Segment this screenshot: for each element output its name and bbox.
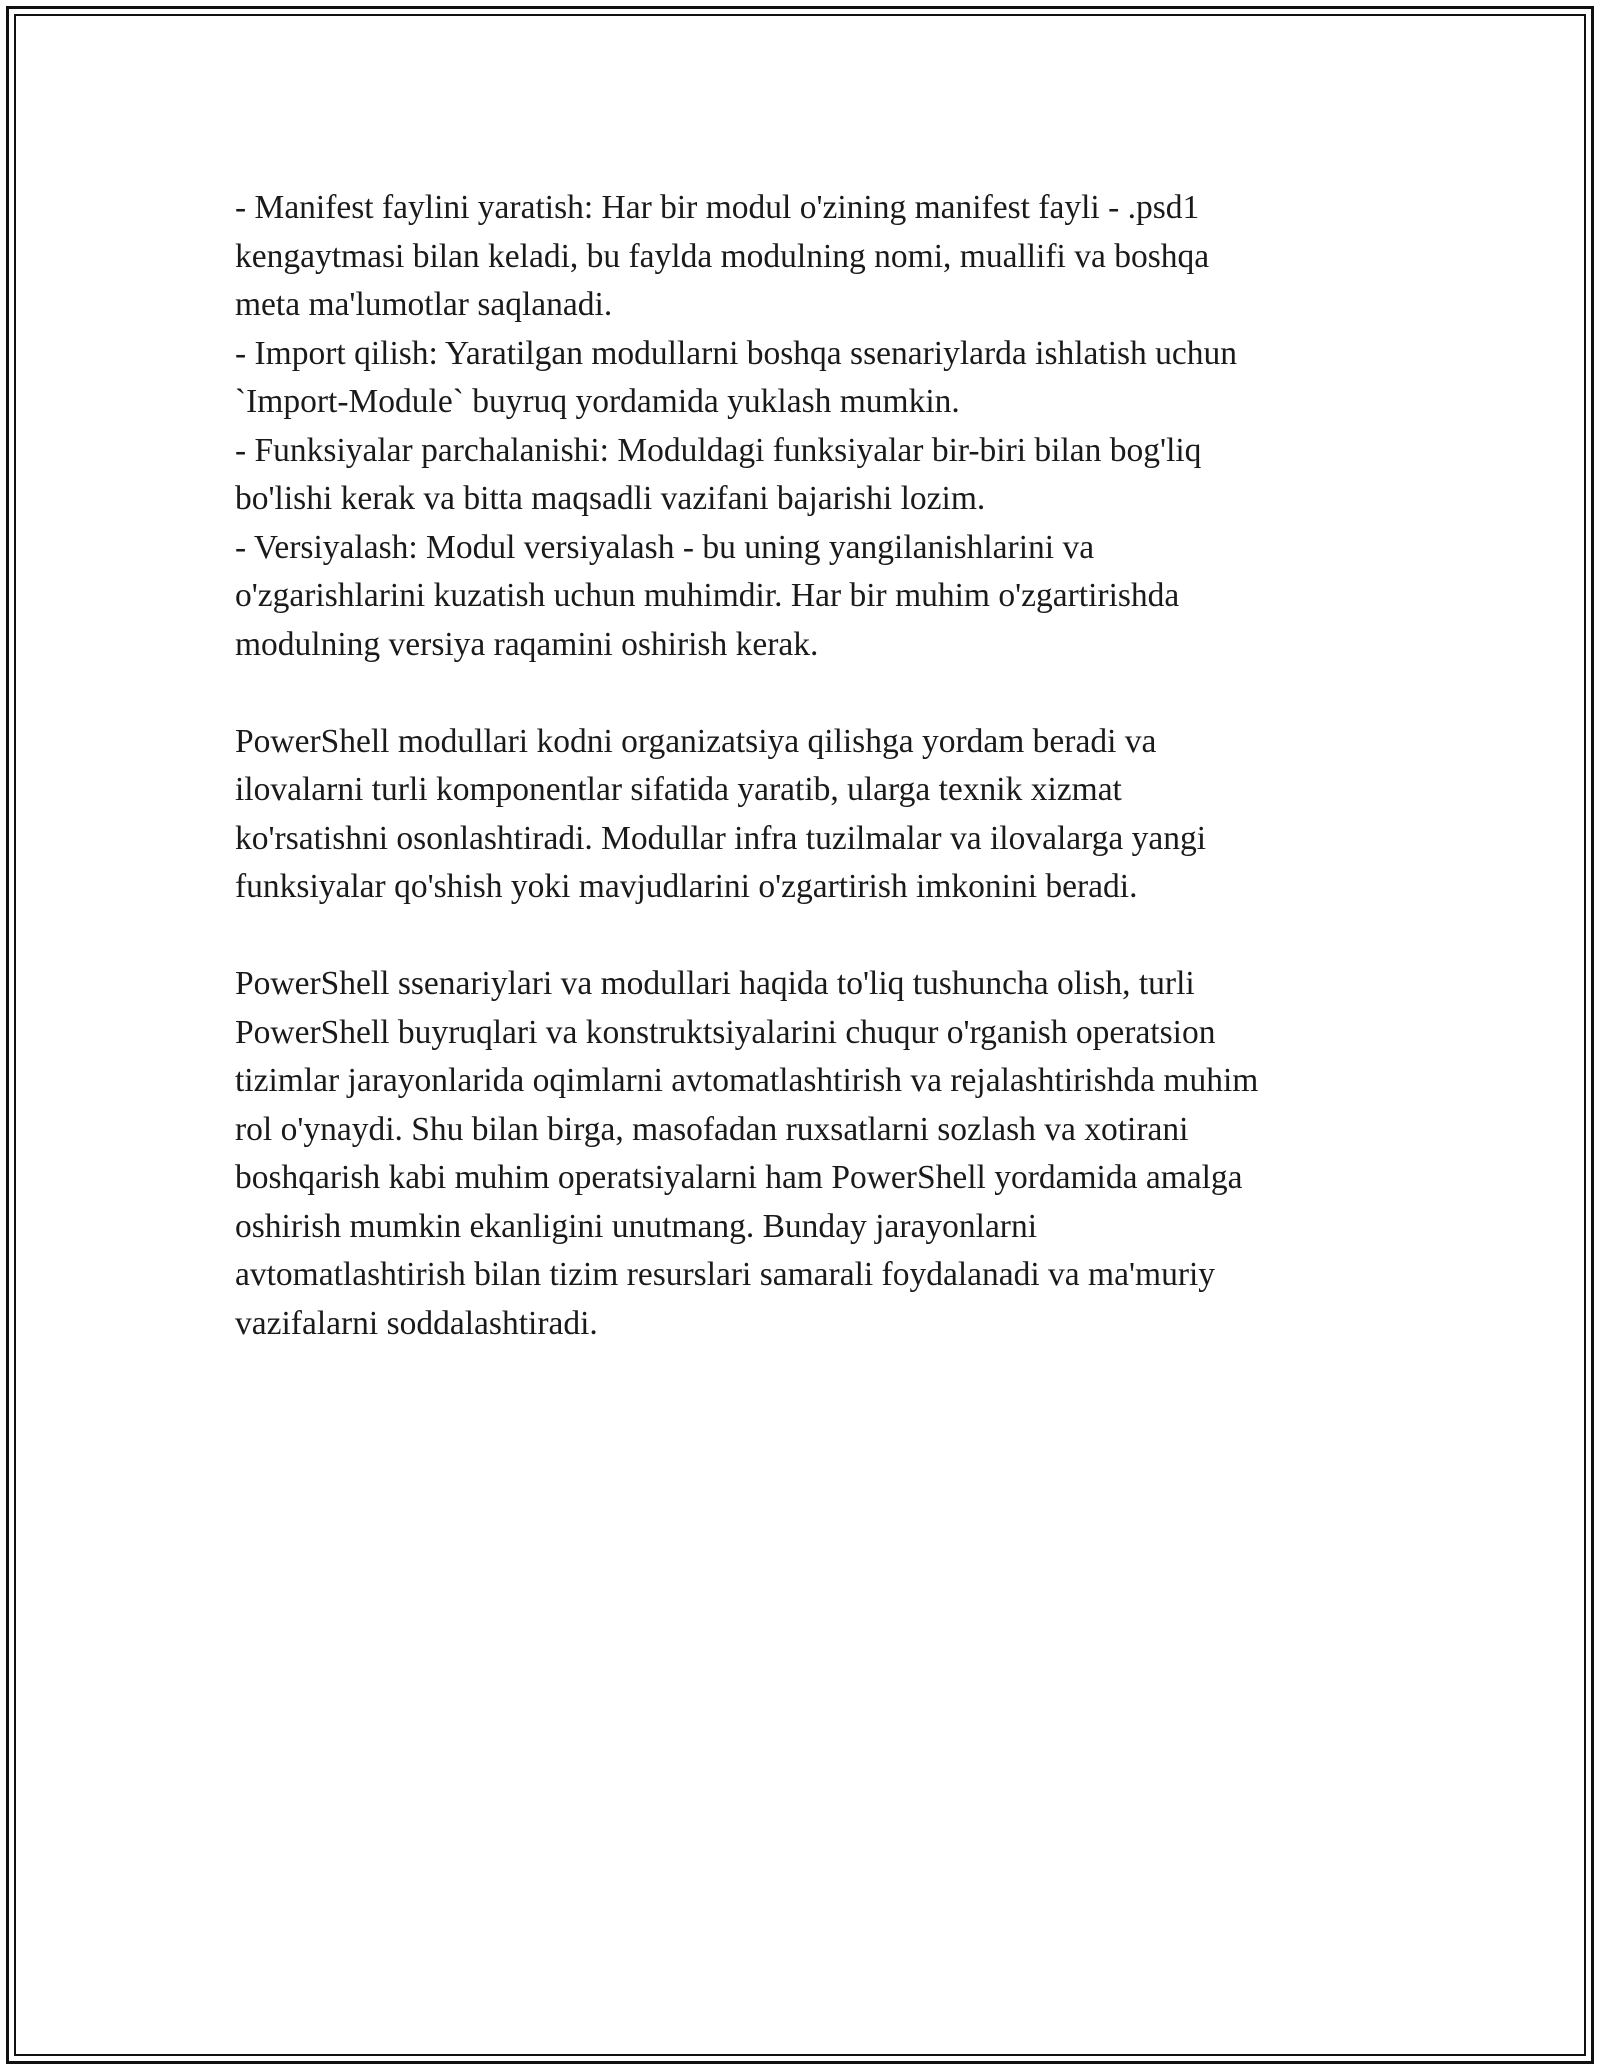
- paragraph-module-steps: - Manifest faylini yaratish: Har bir modul o'zining manifest fayli - .psd1 kengaytmasi bilan keladi, bu faylda modulning nomi, muallifi va boshqa meta ma'lumotlar saqlanadi. - Import qilish: Yaratilgan modullarni boshqa ssenariylarda ishlatish uchun `Import-Module` buyruq yordamida yuklash mumkin. - Funksiyalar parchalanishi: Moduldagi funksiyalar bir-biri bilan bog'liq bo'lishi kerak va bitta maqsadli vazifani bajarishi lozim. - Versiyalash: Modul versiyalash - bu uning yangilanishlarini va o'zgarishlarini kuzatish uchun muhimdir. Har bir muhim o'zgartirishda modulning versiya raqamini oshirish kerak.: [235, 189, 1238, 663]
- paragraph-conclusion: PowerShell ssenariylari va modullari haqida to'liq tushuncha olish, turli PowerShell buyruqlari va konstruktsiyalarini chuqur o'rganish operatsion tizimlar jarayonlarida oqimlarni avtomatlashtirish va rejalashtirishda muhim rol o'ynaydi. Shu bilan birga, masofadan ruxsatlarni sozlash va xotirani boshqarish kabi muhim operatsiyalarni ham PowerShell yordamida amalga oshirish mumkin ekanligini unutmang. Bunday jarayonlarni avtomatlashtirish bilan tizim resurslari samarali foydalanadi va ma'muriy vazifalarni soddalashtiradi.: [235, 965, 1259, 1342]
- document-body: [235, 184, 1375, 1348]
- paragraph-modules-benefits: PowerShell modullari kodni organizatsiya qilishga yordam beradi va ilovalarni turli komponentlar sifatida yaratib, ularga texnik xizmat ko'rsatishni osonlashtiradi. Modullar infra tuzilmalar va ilovalarga yangi funksiyalar qo'shish yoki mavjudlarini o'zgartirish imkonini beradi.: [235, 722, 1207, 905]
